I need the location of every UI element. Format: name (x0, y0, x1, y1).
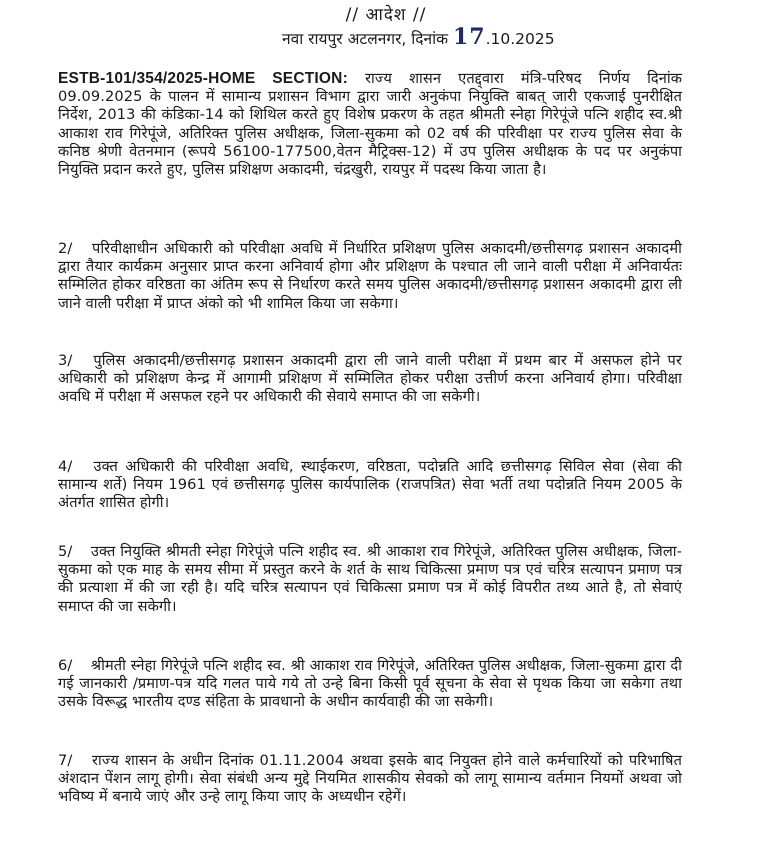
paragraph-5-text: उक्त नियुक्ति श्रीमती स्नेहा गिरेपूंजे पत्नि शहीद स्व. श्री आकाश राव गिरेपूंजे, अतिरिक्त पुलिस अधीक्षक, जिला-सुकमा को एक माह के समय सीमा में प्रस्तुत करने के शर्त के साथ चिकित्सा प्रमाण पत्र एवं चरित्र सत्यापन प्रमाण पत्र की प्रत्याशा में की जा रही है। यदि चरित्र सत्यापन एवं चिकित्सा प्रमाण पत्र में कोई विपरीत तथ्य आते है, तो सेवाएं समाप्त की जा सकेगी। (58, 543, 682, 615)
place-date-line (282, 24, 555, 50)
paragraph-6 (58, 657, 682, 712)
paragraph-5-number: 5/ (58, 543, 73, 560)
paragraph-7-text: राज्य शासन के अधीन दिनांक 01.11.2004 अथवा इसके बाद नियुक्त होने वाले कर्मचारियों को परिभाषित अंशदान पेंशन लागू होगी। सेवा संबंधी अन्य मुद्दे नियमित शासकीय सेवको को लागू सामान्य वर्तमान नियमों अथवा जो भविष्य में बनाये जाएं और उन्हे लागू किया जाए के अध्यधीन रहेगें। (58, 752, 682, 806)
date-suffix: .10.2025 (485, 30, 555, 48)
paragraph-7-number: 7/ (58, 752, 73, 769)
paragraph-1-text: राज्य शासन एतद्द्वारा मंत्रि-परिषद निर्णय दिनांक 09.09.2025 के पालन में सामान्य प्रशासन विभाग द्वारा जारी अनुकंपा नियुक्ति बाबत् जारी एकजाई पुनरीक्षित निर्देश, 2013 की कंडिका-14 को शिथिल करते हुए विशेष प्रकरण के तहत श्रीमती स्नेहा गिरेपूंजे पत्नि शहीद स्व.श्री आकाश राव गिरेपूंजे, अतिरिक्त पुलिस अधीक्षक, जिला-सुकमा को 02 वर्ष की परिवीक्षा पर राज्य पुलिस सेवा के कनिष्ठ श्रेणी वेतनमान (रूपये 56100-177500,वेतन मैट्रिक्स-12) में उप पुलिस अधीक्षक के पद पर अनुकंपा नियुक्ति प्रदान करते हुए, पुलिस प्रशिक्षण अकादमी, चंद्रखुरी, रायपुर में पदस्थ किया जाता है। (58, 70, 683, 179)
paragraph-3-number: 3/ (58, 352, 73, 369)
paragraph-6-number: 6/ (58, 657, 73, 674)
paragraph-2 (58, 240, 682, 313)
paragraph-5 (58, 543, 682, 616)
paragraph-4-text: उक्त अधिकारी की परिवीक्षा अवधि, स्थाईकरण, वरिष्ठता, पदोन्नति आदि छत्तीसगढ़ सिविल सेवा (सेवा की सामान्य शर्ते) नियम 1961 एवं छत्तीसगढ़ पुलिस कार्यपालिक (राजपत्रित) सेवा भर्ती तथा पदोन्नति नियम 2005 के अंतर्गत शासित होगी। (58, 458, 682, 512)
place-date-prefix: नवा रायपुर अटलनगर, दिनांक (282, 30, 449, 48)
paragraph-7 (58, 752, 682, 807)
handwritten-date-day: 17 (452, 24, 486, 50)
paragraph-4 (58, 458, 682, 513)
paragraph-1 (58, 70, 682, 179)
paragraph-2-text: परिवीक्षाधीन अधिकारी को परिवीक्षा अवधि में निर्धारित प्रशिक्षण पुलिस अकादमी/छत्तीसगढ़ प्रशासन अकादमी द्वारा तैयार कार्यक्रम अनुसार प्राप्त करना अनिवार्य होगा और प्रशिक्षण के पश्चात ली जाने वाली परीक्षा में अनिवार्यतः सम्मिलित होकर वरिष्ठता का अंतिम रूप से निर्धारण करते समय पुलिस अकादमी/छत्तीसगढ़ प्रशासन अकादमी द्वारा ली जाने वाली परीक्षा में प्राप्त अंको को भी शामिल किया जा सकेगा। (58, 240, 682, 312)
paragraph-6-text: श्रीमती स्नेहा गिरेपूंजे पत्नि शहीद स्व. श्री आकाश राव गिरेपूंजे, अतिरिक्त पुलिस अधीक्षक, जिला-सुकमा द्वारा दी गई जानकारी /प्रमाण-पत्र यदि गलत पाये गये तो उन्हे बिना किसी पूर्व सूचना के सेवा से पृथक किया जा सकेगा तथा उसके विरूद्ध भारतीय दण्ड संहिता के प्रावधानो के अधीन कार्यवाही की जा सकेगी। (58, 657, 682, 711)
paragraph-3-text: पुलिस अकादमी/छत्तीसगढ़ प्रशासन अकादमी द्वारा ली जाने वाली परीक्षा में प्रथम बार में असफल होने पर अधिकारी को प्रशिक्षण केन्द्र में आगामी प्रशिक्षण में सम्मिलित होकर परीक्षा उत्तीर्ण करना अनिवार्य होगा। परिवीक्षा अवधि में परीक्षा में असफल रहने पर अधिकारी की सेवाये समाप्त की जा सकेगी। (58, 352, 682, 406)
paragraph-4-number: 4/ (58, 458, 73, 475)
paragraph-2-number: 2/ (58, 240, 73, 257)
order-heading: // आदेश // (345, 5, 427, 25)
paragraph-3 (58, 352, 682, 407)
reference-number: ESTB-101/354/2025-HOME SECTION: (58, 70, 348, 87)
